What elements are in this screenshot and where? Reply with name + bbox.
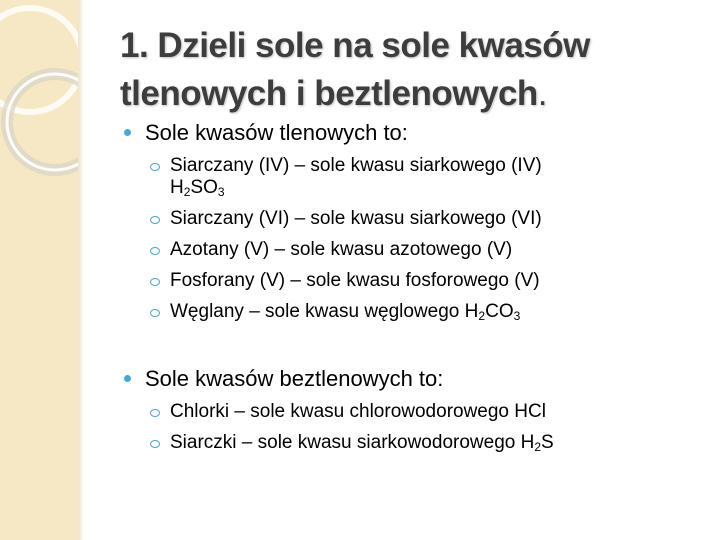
list-item [150, 432, 704, 454]
section-heading: Sole kwasów beztlenowych to: [145, 366, 444, 391]
chemical-formula: $H_2SO_3$ [170, 177, 225, 199]
list-item-text: Azotany (V) – sole kwasu azotowego (V) [170, 239, 513, 260]
non-oxy-salts-section [124, 366, 704, 454]
list-item-text: Siarczki – sole kwasu siarkowodorowego $H_2S$ [170, 432, 554, 454]
ring-bullet-icon [150, 216, 160, 224]
ring-bullet-icon [150, 278, 160, 286]
bullet-item [124, 120, 704, 146]
sidebar-edge [78, 0, 84, 540]
list-item [150, 208, 704, 230]
ring-bullet-icon [150, 163, 160, 171]
bullet-dot-icon [124, 129, 131, 136]
oxy-salts-section [124, 120, 704, 323]
ring-bullet-icon [150, 409, 160, 417]
list-item [150, 270, 704, 292]
list-item [150, 301, 704, 323]
list-item-text: Chlorki – sole kwasu chlorowodorowego HCl [170, 401, 546, 422]
section-heading: Sole kwasów tlenowych to: [145, 120, 408, 145]
chemical-formula: $H_2CO_3$ [464, 301, 521, 323]
list-item-text: Węglany – sole kwasu węglowego $H_2CO_3$ [170, 301, 521, 323]
list-item [150, 401, 704, 423]
ring-bullet-icon [150, 309, 160, 317]
bullet-item [124, 366, 704, 392]
ring-bullet-icon [150, 440, 160, 448]
list-item-text: Fosforany (V) – sole kwasu fosforowego (V) [170, 270, 540, 291]
slide-title: 1. Dzieli sole na sole kwasów tlenowych i beztlenowych. [120, 26, 590, 113]
decorative-circles-icon [0, 0, 78, 540]
list-item [150, 239, 704, 261]
bullet-dot-icon [124, 375, 131, 382]
list-item-text: Siarczany (IV) – sole kwasu siarkowego (IV) [170, 155, 542, 176]
chemical-formula: $H_2S$ [520, 432, 554, 454]
decorative-sidebar [0, 0, 78, 540]
list-item-text: Siarczany (VI) – sole kwasu siarkowego (VI) [170, 208, 542, 229]
list-item [150, 155, 704, 199]
ring-bullet-icon [150, 247, 160, 255]
